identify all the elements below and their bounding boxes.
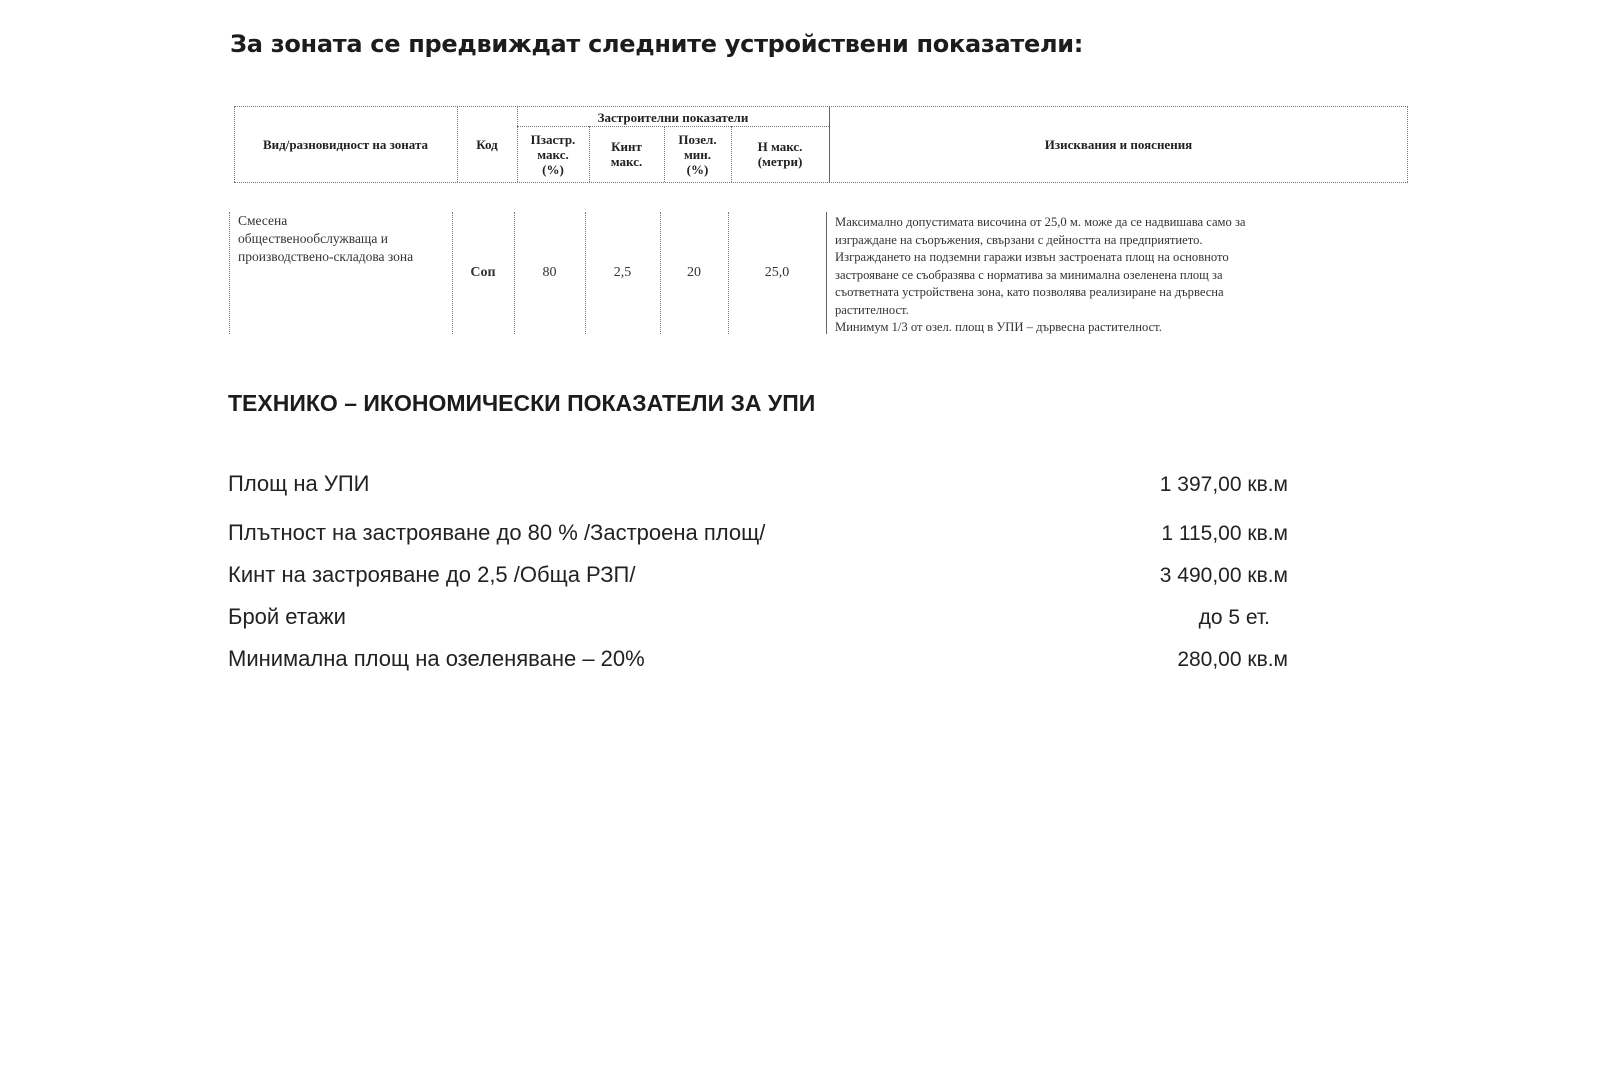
- header-height: [731, 126, 829, 182]
- kpi-value: 1 115,00 кв.м: [1161, 522, 1288, 545]
- zone-name-line2: общественообслужваща и: [238, 231, 388, 246]
- kpi-value: 3 490,00 кв.м: [1159, 564, 1288, 587]
- notes-line: Максимално допустимата височина от 25,0 м. може да се надвишава само за: [835, 215, 1246, 229]
- header-kint-line1: Кинт: [611, 139, 642, 154]
- header-zone-type: Вид/разновидност на зоната: [262, 137, 429, 152]
- header-code: Код: [476, 137, 498, 152]
- kpi-label: Минимална площ на озеленяване – 20%: [228, 646, 645, 671]
- header-density-line2: макс.: [537, 146, 569, 162]
- document-title: За зоната се предвиждат следните устройствени показатели:: [230, 30, 1084, 58]
- header-green: [664, 126, 731, 182]
- green-cell: 20: [687, 265, 701, 280]
- notes-line: изграждане на съоръжения, свързани с дейността на предприятието.: [835, 232, 1203, 247]
- header-green-line3: (%): [686, 161, 709, 177]
- divider: [826, 212, 827, 334]
- notes-line: застрояване се съобразява с норматива за минимална озеленена площ за: [835, 267, 1223, 282]
- zone-name-line1: Смесена: [238, 213, 288, 228]
- zone-name-cell: [229, 212, 453, 334]
- table-row: [229, 212, 1409, 334]
- kpi-section-title: ТЕХНИКО – ИКОНОМИЧЕСКИ ПОКАЗАТЕЛИ ЗА УПИ: [228, 390, 816, 416]
- header-green-line1: Позел.: [678, 131, 717, 147]
- kpi-value: до 5 ет.: [1198, 606, 1270, 629]
- header-density: [517, 126, 589, 182]
- header-notes: Изисквания и пояснения: [1044, 137, 1193, 152]
- kpi-label: Плътност на застрояване до 80 % /Застроена площ/: [228, 520, 766, 545]
- kpi-label: Брой етажи: [228, 604, 346, 629]
- density-cell: 80: [542, 265, 557, 280]
- zone-code-cell: Соп: [470, 265, 496, 280]
- notes-line: растителност.: [835, 302, 909, 317]
- header-kint: [589, 126, 664, 182]
- header-building-indicators: Застроителни показатели: [597, 109, 749, 125]
- header-green-line2: мин.: [683, 146, 712, 162]
- kint-cell: 2,5: [613, 265, 632, 280]
- kpi-label: Площ на УПИ: [228, 471, 370, 496]
- header-density-line3: (%): [542, 161, 564, 177]
- kpi-value: 280,00 кв.м: [1177, 648, 1288, 671]
- divider: [1407, 107, 1408, 182]
- header-height-line2: (метри): [757, 154, 803, 169]
- header-density-line1: Пзастр.: [530, 131, 576, 147]
- notes-cell: [835, 214, 1375, 337]
- notes-line: Изграждането на подземни гаражи извън застроената площ на основното: [835, 250, 1229, 264]
- kpi-value: 1 397,00 кв.м: [1159, 473, 1288, 496]
- kpi-label: Кинт на застрояване до 2,5 /Обща РЗП/: [228, 562, 636, 587]
- height-cell: 25,0: [764, 265, 790, 280]
- notes-line: съответната устройствена зона, като позволява реализиране на дървесна: [835, 285, 1224, 299]
- notes-line: Минимум 1/3 от озел. площ в УПИ – дървесна растителност.: [835, 320, 1162, 334]
- indicators-table-header: [234, 106, 1408, 183]
- header-height-line1: Н макс.: [757, 139, 803, 154]
- header-kint-line2: макс.: [610, 154, 643, 169]
- zone-name-line3: производствено-складова зона: [238, 249, 414, 264]
